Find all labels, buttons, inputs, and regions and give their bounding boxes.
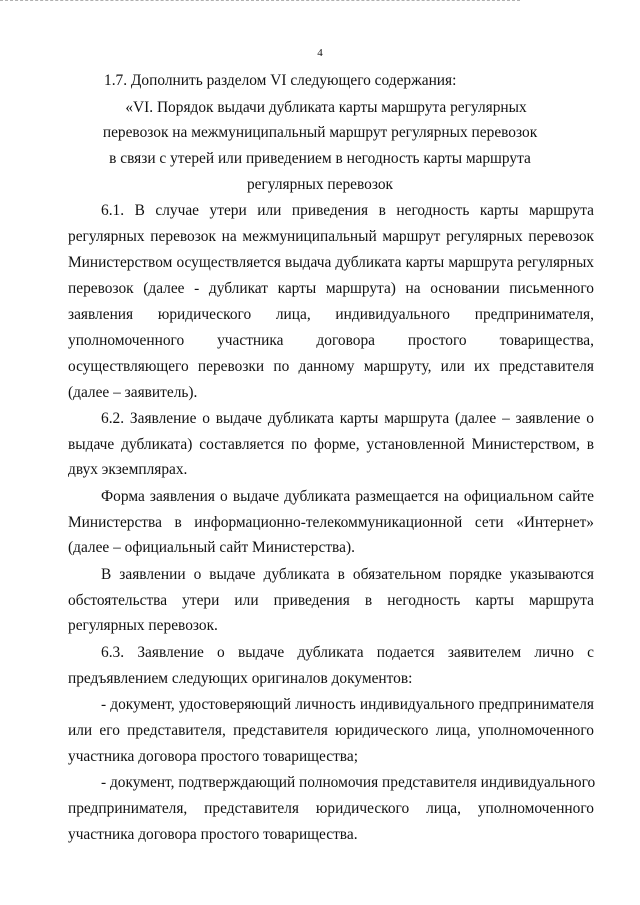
paragraph-6-1-line: перевозок (далее - дубликат карты маршрута) на основании письменного [68,280,594,297]
document-list-item-line: или его представителя, представителя юридического лица, уполномоченного [68,722,594,739]
section-title-line-2: перевозок на межмуниципальный маршрут регулярных перевозок [102,124,538,141]
form-paragraph-line: Министерства в информационно-телекоммуникационной сети «Интернет» [68,514,594,531]
circumstances-paragraph-line: обстоятельства утери или приведения в негодность карты маршрута [68,592,594,609]
paragraph-6-3-line: предъявлением следующих оригиналов документов: [68,670,413,687]
section-title-line-1: «VI. Порядок выдачи дубликата карты маршрута регулярных [125,99,527,116]
document-list-item-line: участника договора простого товарищества. [68,826,358,843]
circumstances-paragraph-line: регулярных перевозок. [68,617,218,634]
paragraph-6-2-line: выдаче дубликата) составляется по форме, установленной Министерством, в [68,436,594,453]
item-1-7-heading: 1.7. Дополнить разделом VI следующего содержания: [104,72,457,89]
paragraph-6-1-line: заявления юридического лица, индивидуального предпринимателя, [68,306,594,323]
form-paragraph-line: (далее – официальный сайт Министерства). [68,539,355,556]
paragraph-6-1-line: уполномоченного участника договора простого товарищества, [68,332,594,349]
paragraph-6-3-line: 6.3. Заявление о выдаче дубликата подается заявителем лично с [101,644,594,661]
section-title-line-4: регулярных перевозок [246,176,394,193]
document-list-item-line: предпринимателя, представителя юридического лица, уполномоченного [68,800,594,817]
page-number: 4 [317,47,323,59]
document-list-item-line: - документ, подтверждающий полномочия представителя индивидуального [101,774,596,791]
document-list-item-line: участника договора простого товарищества; [68,748,358,765]
document-list-item-line: - документ, удостоверяющий личность индивидуального предпринимателя [101,696,594,713]
paragraph-6-1-line: осуществляющего перевозки по данному маршруту, или их представителя [68,358,594,375]
paragraph-6-2-line: 6.2. Заявление о выдаче дубликата карты маршрута (далее – заявление о [101,410,594,427]
section-title-line-3: в связи с утерей или приведением в негодность карты маршрута [109,150,531,167]
paragraph-6-2-line: двух экземплярах. [68,461,188,478]
paragraph-6-1-line: Министерством осуществляется выдача дубликата карты маршрута регулярных [68,254,594,271]
paragraph-6-1-line: (далее – заявитель). [68,384,198,401]
paragraph-6-1-line: 6.1. В случае утери или приведения в негодность карты маршрута [101,202,594,219]
top-scan-rule [0,0,520,2]
circumstances-paragraph-line: В заявлении о выдаче дубликата в обязательном порядке указываются [101,566,594,583]
form-paragraph-line: Форма заявления о выдаче дубликата размещается на официальном сайте [101,488,594,505]
paragraph-6-1-line: регулярных перевозок на межмуниципальный маршрут регулярных перевозок [68,228,594,245]
